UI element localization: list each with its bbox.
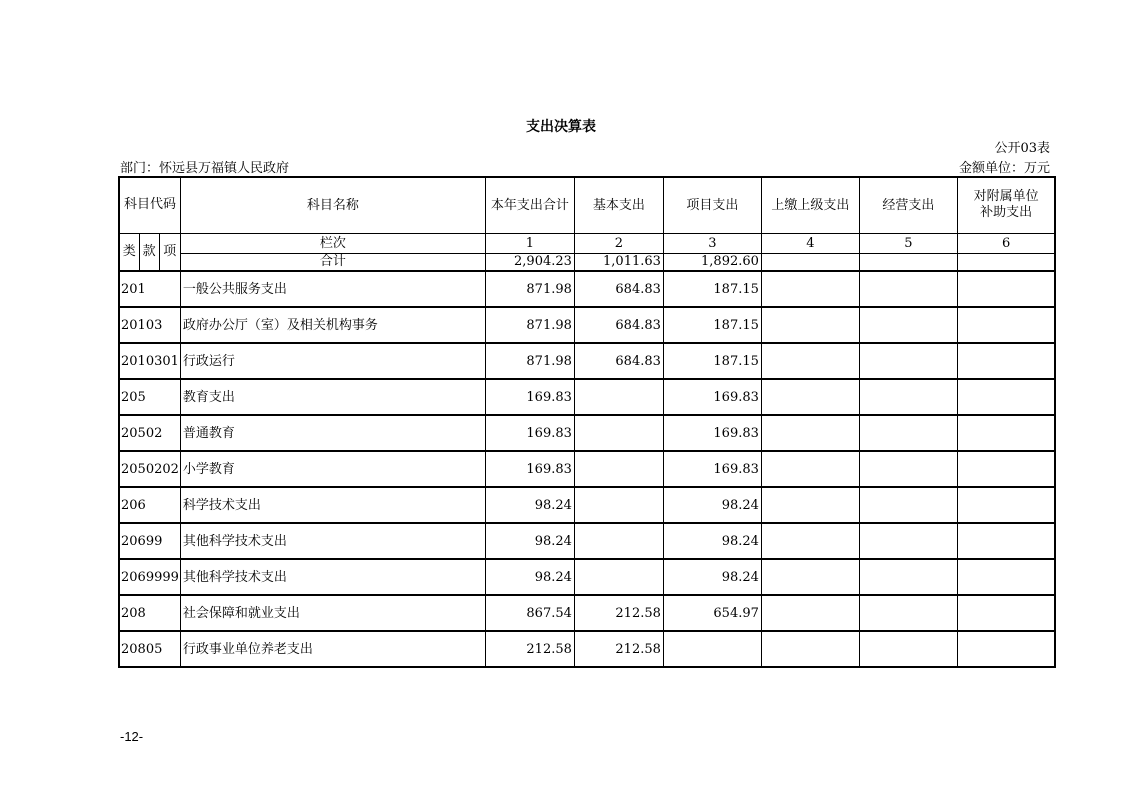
col-header-3: 项目支出: [663, 177, 761, 233]
row-subject-name: 小学教育: [180, 451, 485, 487]
total-value-1: 2,904.23: [485, 253, 574, 271]
code-header: 科目代码: [119, 177, 180, 233]
row-operating: [859, 487, 957, 523]
unit-label: 金额单位：万元: [958, 161, 1050, 176]
row-subject-name: 政府办公厅（室）及相关机构事务: [180, 307, 485, 343]
table-row: [119, 307, 1055, 343]
table-row: [119, 271, 1055, 307]
table-row: [119, 379, 1055, 415]
row-total: 169.83: [485, 379, 574, 415]
table-row: [119, 559, 1055, 595]
row-operating: [859, 451, 957, 487]
row-operating: [859, 379, 957, 415]
total-label: 合计: [180, 253, 485, 271]
col-number-5: 5: [859, 233, 957, 253]
col-number-3: 3: [663, 233, 761, 253]
row-project: 98.24: [663, 523, 761, 559]
code-kind-item: 项: [159, 233, 180, 271]
row-project: 169.83: [663, 415, 761, 451]
row-operating: [859, 307, 957, 343]
row-code: 2069999: [119, 559, 180, 595]
row-project: 187.15: [663, 307, 761, 343]
col-number-2: 2: [574, 233, 663, 253]
row-subsidy: [957, 307, 1055, 343]
department-label: 部门：怀远县万福镇人民政府: [120, 161, 290, 176]
table-row: [119, 415, 1055, 451]
row-upper-remit: [761, 343, 859, 379]
row-subject-name: 普通教育: [180, 415, 485, 451]
row-basic: 684.83: [574, 307, 663, 343]
table-row: [119, 523, 1055, 559]
page-number: -12-: [120, 729, 144, 744]
row-subsidy: [957, 379, 1055, 415]
row-upper-remit: [761, 379, 859, 415]
row-basic: 684.83: [574, 271, 663, 307]
row-upper-remit: [761, 451, 859, 487]
row-operating: [859, 271, 957, 307]
row-total: 212.58: [485, 631, 574, 667]
row-basic: [574, 523, 663, 559]
row-code: 20103: [119, 307, 180, 343]
row-subject-name: 行政运行: [180, 343, 485, 379]
row-total: 98.24: [485, 523, 574, 559]
row-project: 98.24: [663, 487, 761, 523]
row-subject-name: 社会保障和就业支出: [180, 595, 485, 631]
row-project: 187.15: [663, 271, 761, 307]
code-kind-class: 类: [119, 233, 139, 271]
row-total: 867.54: [485, 595, 574, 631]
row-upper-remit: [761, 631, 859, 667]
row-code: 2010301: [119, 343, 180, 379]
row-operating: [859, 631, 957, 667]
row-upper-remit: [761, 307, 859, 343]
table-row: [119, 631, 1055, 667]
col-number-1: 1: [485, 233, 574, 253]
total-value-2: 1,011.63: [574, 253, 663, 271]
total-value-6: [957, 253, 1055, 271]
page-title: 支出决算表: [526, 119, 596, 135]
col-header-2: 基本支出: [574, 177, 663, 233]
row-operating: [859, 559, 957, 595]
row-subsidy: [957, 559, 1055, 595]
row-subsidy: [957, 343, 1055, 379]
row-code: 2050202: [119, 451, 180, 487]
row-subject-name: 其他科学技术支出: [180, 523, 485, 559]
row-code: 206: [119, 487, 180, 523]
lanci-label: 栏次: [180, 233, 485, 253]
table-row: [119, 487, 1055, 523]
row-total: 169.83: [485, 415, 574, 451]
total-value-5: [859, 253, 957, 271]
row-total: 169.83: [485, 451, 574, 487]
row-subsidy: [957, 271, 1055, 307]
col-number-4: 4: [761, 233, 859, 253]
row-project: 98.24: [663, 559, 761, 595]
row-basic: [574, 415, 663, 451]
subject-name-header: 科目名称: [180, 177, 485, 233]
row-basic: 212.58: [574, 631, 663, 667]
col-header-5: 经营支出: [859, 177, 957, 233]
row-code: 20699: [119, 523, 180, 559]
row-subsidy: [957, 595, 1055, 631]
row-code: 208: [119, 595, 180, 631]
row-basic: 212.58: [574, 595, 663, 631]
row-subsidy: [957, 523, 1055, 559]
row-subject-name: 行政事业单位养老支出: [180, 631, 485, 667]
code-kind-section: 款: [139, 233, 159, 271]
row-subject-name: 教育支出: [180, 379, 485, 415]
total-value-4: [761, 253, 859, 271]
row-subject-name: 其他科学技术支出: [180, 559, 485, 595]
row-subject-name: 科学技术支出: [180, 487, 485, 523]
row-basic: 684.83: [574, 343, 663, 379]
row-upper-remit: [761, 415, 859, 451]
row-total: 871.98: [485, 343, 574, 379]
row-total: 98.24: [485, 559, 574, 595]
row-project: 187.15: [663, 343, 761, 379]
row-basic: [574, 379, 663, 415]
col-number-6: 6: [957, 233, 1055, 253]
row-operating: [859, 595, 957, 631]
table-row: [119, 343, 1055, 379]
row-code: 201: [119, 271, 180, 307]
row-upper-remit: [761, 523, 859, 559]
row-project: 169.83: [663, 379, 761, 415]
row-subsidy: [957, 415, 1055, 451]
row-total: 98.24: [485, 487, 574, 523]
row-code: 205: [119, 379, 180, 415]
row-operating: [859, 343, 957, 379]
form-number: 公开03表: [994, 141, 1050, 156]
row-basic: [574, 451, 663, 487]
row-subject-name: 一般公共服务支出: [180, 271, 485, 307]
row-upper-remit: [761, 559, 859, 595]
row-project: [663, 631, 761, 667]
row-project: 654.97: [663, 595, 761, 631]
row-total: 871.98: [485, 307, 574, 343]
row-upper-remit: [761, 271, 859, 307]
row-total: 871.98: [485, 271, 574, 307]
row-upper-remit: [761, 487, 859, 523]
row-basic: [574, 487, 663, 523]
row-subsidy: [957, 487, 1055, 523]
table-row: [119, 451, 1055, 487]
row-subsidy: [957, 451, 1055, 487]
total-value-3: 1,892.60: [663, 253, 761, 271]
expenditure-table: [118, 176, 1056, 668]
row-code: 20805: [119, 631, 180, 667]
col-header-4: 上缴上级支出: [761, 177, 859, 233]
row-operating: [859, 523, 957, 559]
row-basic: [574, 559, 663, 595]
table-row: [119, 595, 1055, 631]
col-header-1: 本年支出合计: [485, 177, 574, 233]
row-operating: [859, 415, 957, 451]
row-code: 20502: [119, 415, 180, 451]
row-project: 169.83: [663, 451, 761, 487]
col-header-6: 对附属单位补助支出: [957, 177, 1055, 233]
row-subsidy: [957, 631, 1055, 667]
row-upper-remit: [761, 595, 859, 631]
